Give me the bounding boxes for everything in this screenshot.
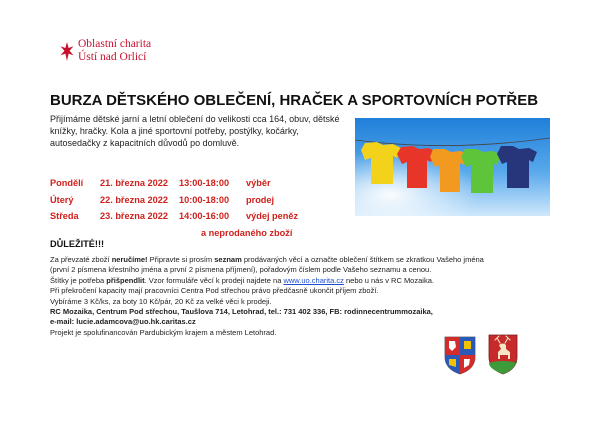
body-line: (první 2 písmena křestního jména a první 2 písmena příjmení), pořadovým číslem podle Vašeho seznamu a cenou.	[50, 265, 432, 275]
schedule-row	[50, 195, 350, 207]
body-line: Za převzaté zboží neručíme! Připravte si prosím seznam prodávaných věcí a označte oblečení štítkem se zkratkou Vašeho jména	[50, 255, 484, 264]
schedule-time: 14:00-16:00	[179, 211, 230, 221]
schedule-extra: a neprodaného zboží	[201, 228, 293, 238]
body-line: Při překročení kapacity mají pracovníci Centra Pod střechou právo předčasně ukončit příjem zboží.	[50, 286, 379, 296]
schedule-time: 13:00-18:00	[179, 178, 230, 188]
body-text	[50, 255, 555, 338]
charity-cross-icon	[60, 41, 74, 63]
schedule-day: Úterý	[50, 195, 74, 205]
schedule-date: 22. března 2022	[100, 195, 168, 205]
schedule-note: prodej	[246, 195, 275, 205]
body-line: Vybíráme 3 Kč/ks, za boty 10 Kč/pár, 20 Kč za velké věci k prodeji.	[50, 296, 272, 306]
clothesline-photo	[355, 118, 550, 216]
schedule-date: 23. března 2022	[100, 211, 168, 221]
schedule-time: 10:00-18:00	[179, 195, 230, 205]
body-line: Projekt je spolufinancován Pardubickým krajem a městem Letohrad.	[50, 327, 277, 337]
charity-logo	[60, 38, 180, 68]
page-title: BURZA DĚTSKÉHO OBLEČENÍ, HRAČEK A SPORTOVNÍCH POTŘEB	[50, 92, 539, 109]
letohrad-town-crest	[487, 333, 519, 375]
schedule-note: výběr	[246, 178, 271, 188]
email-line: e-mail: lucie.adamcova@uo.hk.caritas.cz	[50, 317, 196, 327]
schedule-row	[50, 211, 350, 223]
schedule-day: Pondělí	[50, 178, 84, 188]
body-line: Štítky je potřeba přišpendlit. Vzor formuláře věcí k prodeji najdete na www.uo.charita.cz nebo u nás v RC Mozaika.	[50, 275, 434, 285]
schedule-note: výdej peněz	[246, 211, 299, 221]
schedule-row	[50, 178, 350, 190]
contact-line: RC Mozaika, Centrum Pod střechou, Taušlova 714, Letohrad, tel.: 731 402 336, FB: rodinnecentrummozaika,	[50, 307, 433, 317]
schedule-day: Středa	[50, 211, 79, 221]
website-link[interactable]: www.uo.charita.cz	[283, 275, 344, 285]
schedule-date: 21. března 2022	[100, 178, 168, 188]
intro-paragraph: Přijímáme dětské jarní a letní oblečení do velikosti cca 164, obuv, dětské knížky, hračky. Kola a jiné sportovní potřeby, postýlky, kočárky, autosedačky z kapacitních důvodů po domluvě.	[50, 114, 340, 149]
logo-line-1: Oblastní charita	[78, 38, 152, 50]
important-label: DŮLEŽITÉ!!!	[50, 239, 105, 249]
pardubice-region-crest	[443, 335, 477, 375]
logo-line-2: Ústí nad Orlicí	[78, 51, 147, 63]
